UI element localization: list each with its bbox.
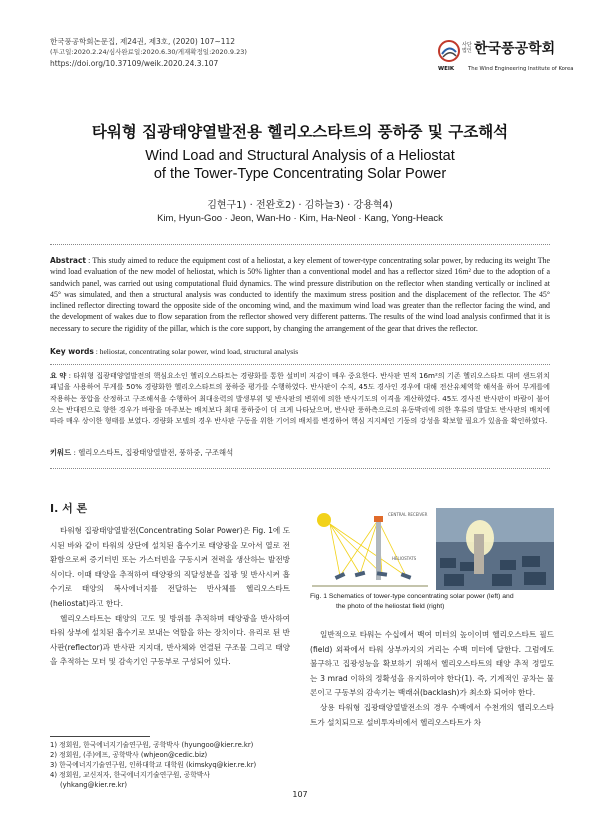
paragraph: 타워형 집광태양열발전(Concentrating Solar Power)은 Fig. 1에 도시된 바와 같이 타워의 상단에 설치된 흡수기로 태양광을 모아서 열로 전환함으로써 증기터빈 또는 가스터빈을 구동시켜 전력을 생산하는 발전방식이다. 이때 태양을 추적하여 태양광의 직달성분을 집광 및 반사시켜 흡수기로 태양의 복사에너지를 전달하는 반사체를 헬리오스타트(heliostat)라고 한다. bbox=[50, 526, 290, 608]
doi-link[interactable]: https://doi.org/10.37109/weik.2020.24.3.107 bbox=[50, 59, 219, 68]
paragraph: 헬리오스타트는 태양의 고도 및 방위를 추적하며 태양광을 반사하여 타워 상부에 설치된 흡수기로 보내는 역할을 하는 장치이다. 유리로 된 반사판(reflector)과 반사판 지지대, 반사체와 연결된 구조물 그리고 태양을 추적하는 모터 및 감속기인 구동부로 구성되어 있다. bbox=[50, 613, 290, 667]
footnote-rule bbox=[50, 736, 150, 737]
divider-mid bbox=[50, 364, 550, 365]
figure-1-caption bbox=[310, 592, 554, 612]
body-left-column bbox=[50, 524, 290, 670]
korean-abstract-label: 요 약 bbox=[50, 371, 67, 380]
submission-dates: (투고일:2020.2.24/심사완료일:2020.6.30/게재확정일:2020.9.23) bbox=[50, 48, 247, 56]
weik-logo-icon bbox=[438, 40, 460, 62]
schematic-diagram bbox=[312, 512, 428, 586]
divider-top bbox=[50, 244, 550, 245]
body-right-column bbox=[310, 628, 554, 730]
keywords bbox=[50, 347, 298, 356]
heliostats-label: HELIOSTATS bbox=[392, 556, 417, 561]
journal-header bbox=[50, 36, 247, 69]
keywords-text: : heliostat, concentrating solar power, wind load, structural analysis bbox=[95, 347, 299, 356]
korean-abstract-text: : 타워형 집광태양열발전의 핵심요소인 헬리오스타트는 경량화를 통한 설비비 저감이 매우 중요한다. 반사판 면적 16m²의 기존 헬리오스타트 대비 샌드위치 패널을 사용하여 무게를 50% 경량화한 헬리오스타트의 풍하중 평가를 수행하였다. 반사판이 수직, 45도 경사인 경우에 대해 전산유체역학 해석을 하여 무게를에 작용하는 풍압을 산정하고 구조해석을 수행하여 최대응력의 발생부위 및 반사판의 변위에 의한 반사기도의 이격을 계산하였다. 45도 경사진 반사판이 바람이 불어오는 반대편으로 향한 경우가 바람을 마주보는 배치보다 최대 풍하중이 더 크게 나타났으며, 반사판 풍하측으로의 유동박리에 의한 후류의 발달도 반사판의 배치에 따라 매우 상이한 형태를 보였다. 경량화 모델의 경우 반사판 구동을 위한 기어의 배치를 변경하여 핵심 지지체인 기둥의 강성을 확보할 필요가 있음을 확인하였다. bbox=[50, 371, 550, 426]
keywords-label: Key words bbox=[50, 347, 94, 356]
footnote-1: 1) 정회원, 한국에너지기술연구원, 공학박사 (hyungoo@kier.re.kr) bbox=[50, 741, 254, 749]
section-title-introduction: I. 서 론 bbox=[50, 502, 88, 515]
heliostat-field-photo bbox=[436, 508, 554, 590]
society-logo bbox=[438, 38, 574, 78]
logo-sub-1: 사단 bbox=[462, 42, 472, 48]
korean-keywords bbox=[50, 448, 233, 458]
footnote-4: 4) 정회원, 교신저자, 한국에너지기술연구원, 공학박사 bbox=[50, 771, 210, 779]
receiver-tower bbox=[376, 518, 381, 580]
receiver-icon bbox=[374, 516, 383, 522]
abstract-text: : This study aimed to reduce the equipment cost of a heliostat, a key element of tower-type concentrating solar power, by reducing its weight The wind load evaluation of the new model of heliostat, which is 50% lighter than a conventional model and has a reflector sized 16m² due to the adoption of a sandwich panel, was carried out using computational fluid dynamics. The wind pressure distribution on the reflector when standing vertically or inclined at 45° was simulated, and then a structural analysis was conducted to identify the maximum stress position and the displacement of the reflector. The 45° inclined reflector directing toward the opposite side of the oncoming wind, and the maximum wind load was greater than the reflector facing the wind, and the development of wakes due to flow separation from the reflector showed very different patterns. The results of the wind load analysis confirmed that it is necessary to secure the rigidity of the pillar, which is the core support, by changing the arrangement of the gear that drives the reflector. bbox=[50, 256, 550, 333]
figure-1 bbox=[310, 508, 554, 590]
title-english-line1: Wind Load and Structural Analysis of a Heliostat bbox=[145, 148, 455, 164]
page-number: 107 bbox=[292, 790, 308, 799]
journal-citation: 한국풍공학회논문집, 제24권, 제3호, (2020) 107~112 bbox=[50, 37, 236, 46]
title-korean: 타워형 집광태양열발전용 헬리오스타트의 풍하중 및 구조해석 bbox=[91, 123, 509, 141]
divider-bottom bbox=[50, 468, 550, 469]
footnote-2: 2) 정회원, (주)에프, 공학박사 (whjeon@cedic.biz) bbox=[50, 751, 208, 759]
korean-keywords-label: 키워드 bbox=[50, 448, 72, 457]
caption-line2: the photo of the heliostat field (right) bbox=[336, 603, 445, 610]
society-english-name: The Wind Engineering Institute of Korea bbox=[468, 66, 574, 72]
paragraph: 일반적으로 타워는 수십에서 백여 미터의 높이이며 헬리오스타트 필드(field) 외곽에서 타워 상부까지의 거리는 수백 미터에 달한다. 그럼에도 불구하고 집광성능을 확보하기 위해서 헬리오스타트의 태양 추적 정밀도는 3 mrad 이하의 정확성을 유지하여야 한다(1). 즉, 기계적인 공차는 물론이고 구동부의 감속기는 백래쉬(backlash)가 최소화 되어야 한다. bbox=[310, 630, 554, 698]
abstract bbox=[50, 255, 550, 334]
authors-korean: 김현구1) · 전완호2) · 김하늘3) · 강용혁4) bbox=[207, 200, 393, 211]
footnote-3: 3) 한국에너지기술연구원, 인하대학교 대학원 (kimskyq@kier.re.kr) bbox=[50, 761, 257, 769]
central-receiver-label: CENTRAL RECEIVER bbox=[388, 512, 428, 517]
logo-sub-2: 법인 bbox=[462, 48, 472, 54]
abstract-label: Abstract bbox=[50, 256, 87, 265]
title-english-line2: of the Tower-Type Concentrating Solar Power bbox=[153, 166, 447, 182]
society-abbr: WEIK bbox=[438, 66, 455, 72]
korean-keywords-text: : 헬리오스타트, 집광태양열발전, 풍하중, 구조해석 bbox=[73, 448, 234, 457]
korean-abstract bbox=[50, 370, 550, 426]
paragraph: 상용 타워형 집광태양열발전소의 경우 수백에서 수천개의 헬리오스타트가 설치되므로 설비투자비에서 헬리오스타트가 차 bbox=[310, 702, 554, 727]
authors-english: Kim, Hyun-Goo · Jeon, Wan-Ho · Kim, Ha-Neol · Kang, Yong-Heack bbox=[157, 213, 443, 224]
footnotes bbox=[50, 740, 290, 790]
caption-line1: Fig. 1 Schematics of tower-type concentrating solar power (left) and bbox=[310, 593, 514, 600]
society-name: 한국풍공학회 bbox=[474, 41, 556, 57]
sun-icon bbox=[317, 513, 331, 527]
footnote-4-email: (yhkang@kier.re.kr) bbox=[60, 781, 128, 789]
title-english bbox=[0, 147, 600, 183]
